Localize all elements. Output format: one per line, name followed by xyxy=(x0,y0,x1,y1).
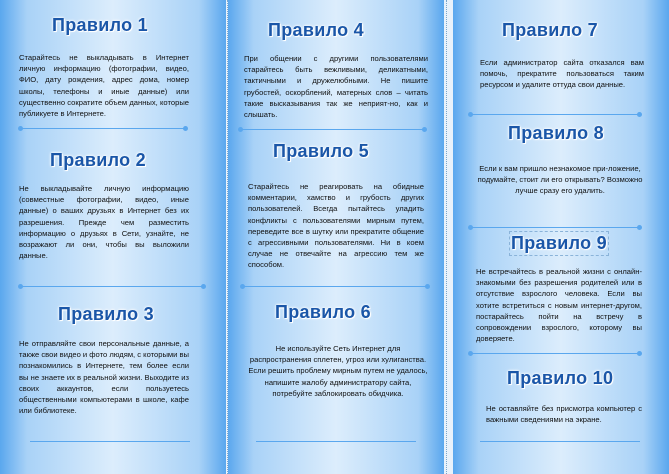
rule-9-text: Не встречайтесь в реальной жизни с онлайн-знакомыми без разрешения родителей или в отсутствие взрослого человека. Если вы хотите встретиться с новым интернет-другом, постарайтесь пойти на встречу в сопровождении взрослого, которому вы доверяете. xyxy=(476,267,642,344)
rule-3-title: Правило 3 xyxy=(58,304,154,324)
rule-5-title: Правило 5 xyxy=(273,141,369,161)
divider xyxy=(470,353,640,354)
fold-line-left xyxy=(227,0,228,474)
fold-line-right xyxy=(446,0,447,474)
divider xyxy=(242,286,428,287)
divider xyxy=(240,129,425,130)
rule-8-text: Если к вам пришло незнакомое при-ложение, подумайте, стоит ли его открывать? Возможно лучше сразу его удалить. xyxy=(477,164,643,196)
rule-7-text: Если администратор сайта отказался вам помочь, прекратите пользоваться таким ресурсом и удалите оттуда свои данные. xyxy=(480,58,644,90)
rule-10-title: Правило 10 xyxy=(507,368,614,388)
divider xyxy=(20,128,186,129)
rule-5-text: Старайтесь не реагировать на обидные комментарии, хамство и грубость других пользователей. Всегда пытайтесь уладить конфликты с пользователями мирным путем, переведите все в шутку или прекратите общение с агрессивными пользователями. Ни в коем случае не отвечайте на агрессию тем же способом. xyxy=(248,182,424,270)
rule-2-text: Не выкладывайте личную информацию (совместные фотографии, видео, иные данные) о ваших друзьях в Интернет без их разрешения. Прежде чем разместить информацию о друзьях в Сети, узнайте, не возражают ли они, чтобы вы выложили данные. xyxy=(19,184,189,261)
rule-2-title: Правило 2 xyxy=(50,150,146,170)
divider xyxy=(470,227,640,228)
divider xyxy=(20,286,204,287)
divider xyxy=(470,114,640,115)
rule-8-title: Правило 8 xyxy=(508,123,604,143)
rule-9-title: Правило 9 xyxy=(511,233,607,253)
divider xyxy=(480,441,640,442)
rule-1-title: Правило 1 xyxy=(52,15,148,35)
rule-1-text: Старайтесь не выкладывать в Интернет личную информацию (фотографии, видео, ФИО, дату рождения, адрес дома, номер школы, телефоны и иные данные) или существенно сократите объем данных, которые публикуете в Интернете. xyxy=(19,53,189,119)
rule-7-title: Правило 7 xyxy=(502,20,598,40)
rule-4-title: Правило 4 xyxy=(268,20,364,40)
divider xyxy=(256,441,416,442)
divider xyxy=(30,441,190,442)
rule-10-text: Не оставляйте без присмотра компьютер с важными сведениями на экране. xyxy=(486,404,642,425)
rule-6-text: Не используйте Сеть Интернет для распространения сплетен, угроз или хулиганства. Если решить проблему мирным путем не удалось, напишите жалобу администратору сайта, потребуйте заблокировать обидчика. xyxy=(248,344,428,398)
rule-3-text: Не отправляйте свои персональные данные, а также свои видео и фото людям, с которыми вы познакомились в Интернете, тем более если вы не знаете их в реальной жизни. Выходите из своих аккаунтов, если пользуетесь общественными компьютерами в школе, кафе или библиотеке. xyxy=(19,339,189,416)
rule-4-text: При общении с другими пользователями старайтесь быть вежливыми, деликатными, тактичными и дружелюбными. Не пишите грубостей, оскорблений, матерных слов – читать такие высказывания так же неприят-но, как и слышать. xyxy=(244,54,428,120)
rule-6-title: Правило 6 xyxy=(275,302,371,322)
